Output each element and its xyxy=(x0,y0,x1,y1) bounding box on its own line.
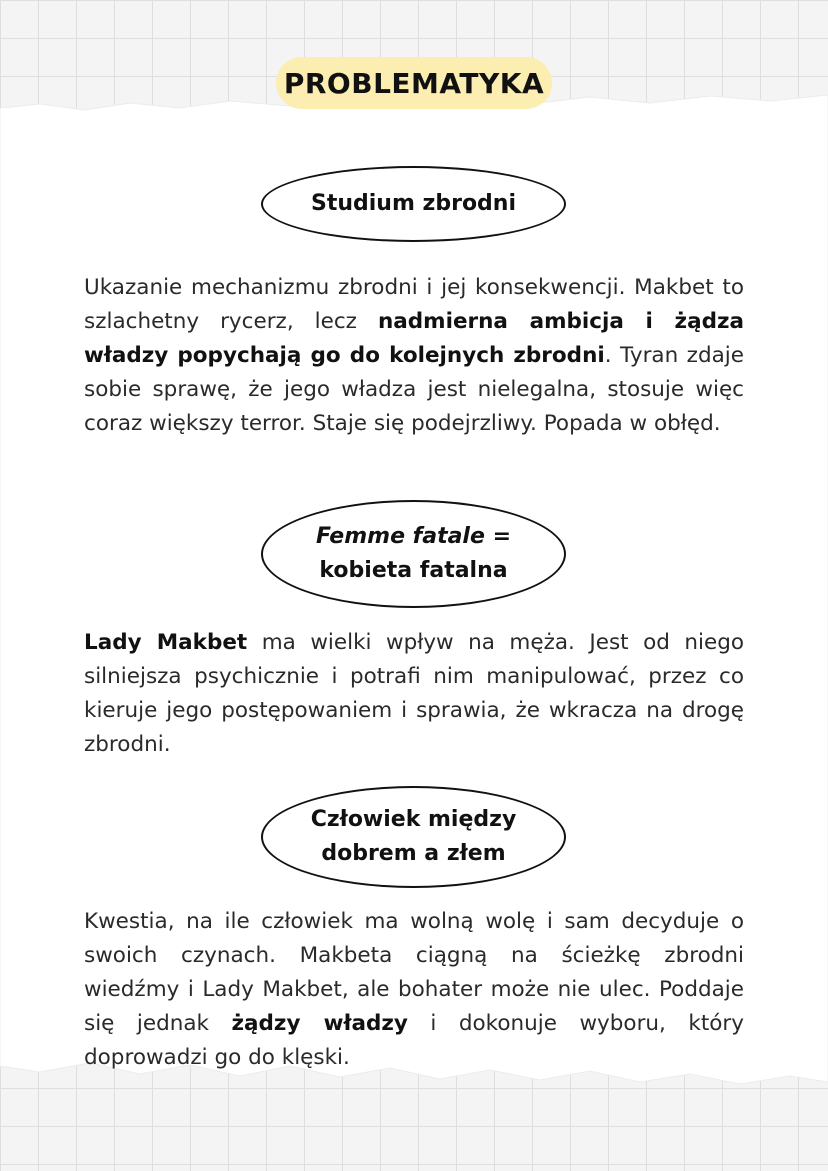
paragraph-text: . Tyran zdaje sobie sprawę, że jego władza jest nielegalna, stosuje więc coraz większy terror. Staje się podejrzliwy. Popada w obłęd. xyxy=(84,343,744,436)
heading-femme-fatale xyxy=(261,500,566,608)
heading-italic-text: Femme fatale xyxy=(315,524,485,549)
paragraph-studium-zbrodni xyxy=(84,271,744,441)
heading-line-1 xyxy=(316,520,511,554)
paragraph-bold-text: żądzy władzy xyxy=(231,1011,408,1036)
page-title: PROBLEMATYKA xyxy=(276,57,552,109)
paragraph-bold-text: nadmierna ambicja i żądza władzy popychają go do kolejnych zbrodni xyxy=(84,309,744,368)
heading-line-1: Człowiek między xyxy=(310,807,517,832)
paragraph-femme-fatale xyxy=(84,626,744,762)
paragraph-text: Kwestia, na ile człowiek ma wolną wolę i sam decyduje o swoich czynach. Makbeta ciągną na ścieżkę zbrodni wiedźmy i Lady Makbet, ale bohater może nie ulec. Poddaje się jednak xyxy=(84,909,744,1036)
heading-line-2: kobieta fatalna xyxy=(319,558,508,583)
heading-czlowiek-miedzy-dobrem-a-zlem xyxy=(261,786,566,888)
heading-studium-zbrodni xyxy=(261,166,566,242)
paragraph-text: i dokonuje wyboru, który doprowadzi go do klęski. xyxy=(84,1011,744,1070)
heading-line-2: dobrem a złem xyxy=(321,841,506,866)
paragraph-text: Ukazanie mechanizmu zbrodni i jej konsekwencji. Makbet to szlachetny rycerz, lecz xyxy=(84,275,744,334)
heading-text: Studium zbrodni xyxy=(310,191,517,216)
paragraph-text: ma wielki wpływ na męża. Jest od niego silniejsza psychicznie i potrafi nim manipulować, przez co kieruje jego postępowaniem i sprawia, że wkracza na drogę zbrodni. xyxy=(84,630,744,757)
paragraph-bold-text: Lady Makbet xyxy=(84,630,248,655)
heading-equals: = xyxy=(484,524,511,549)
paragraph-czlowiek xyxy=(84,905,744,1075)
